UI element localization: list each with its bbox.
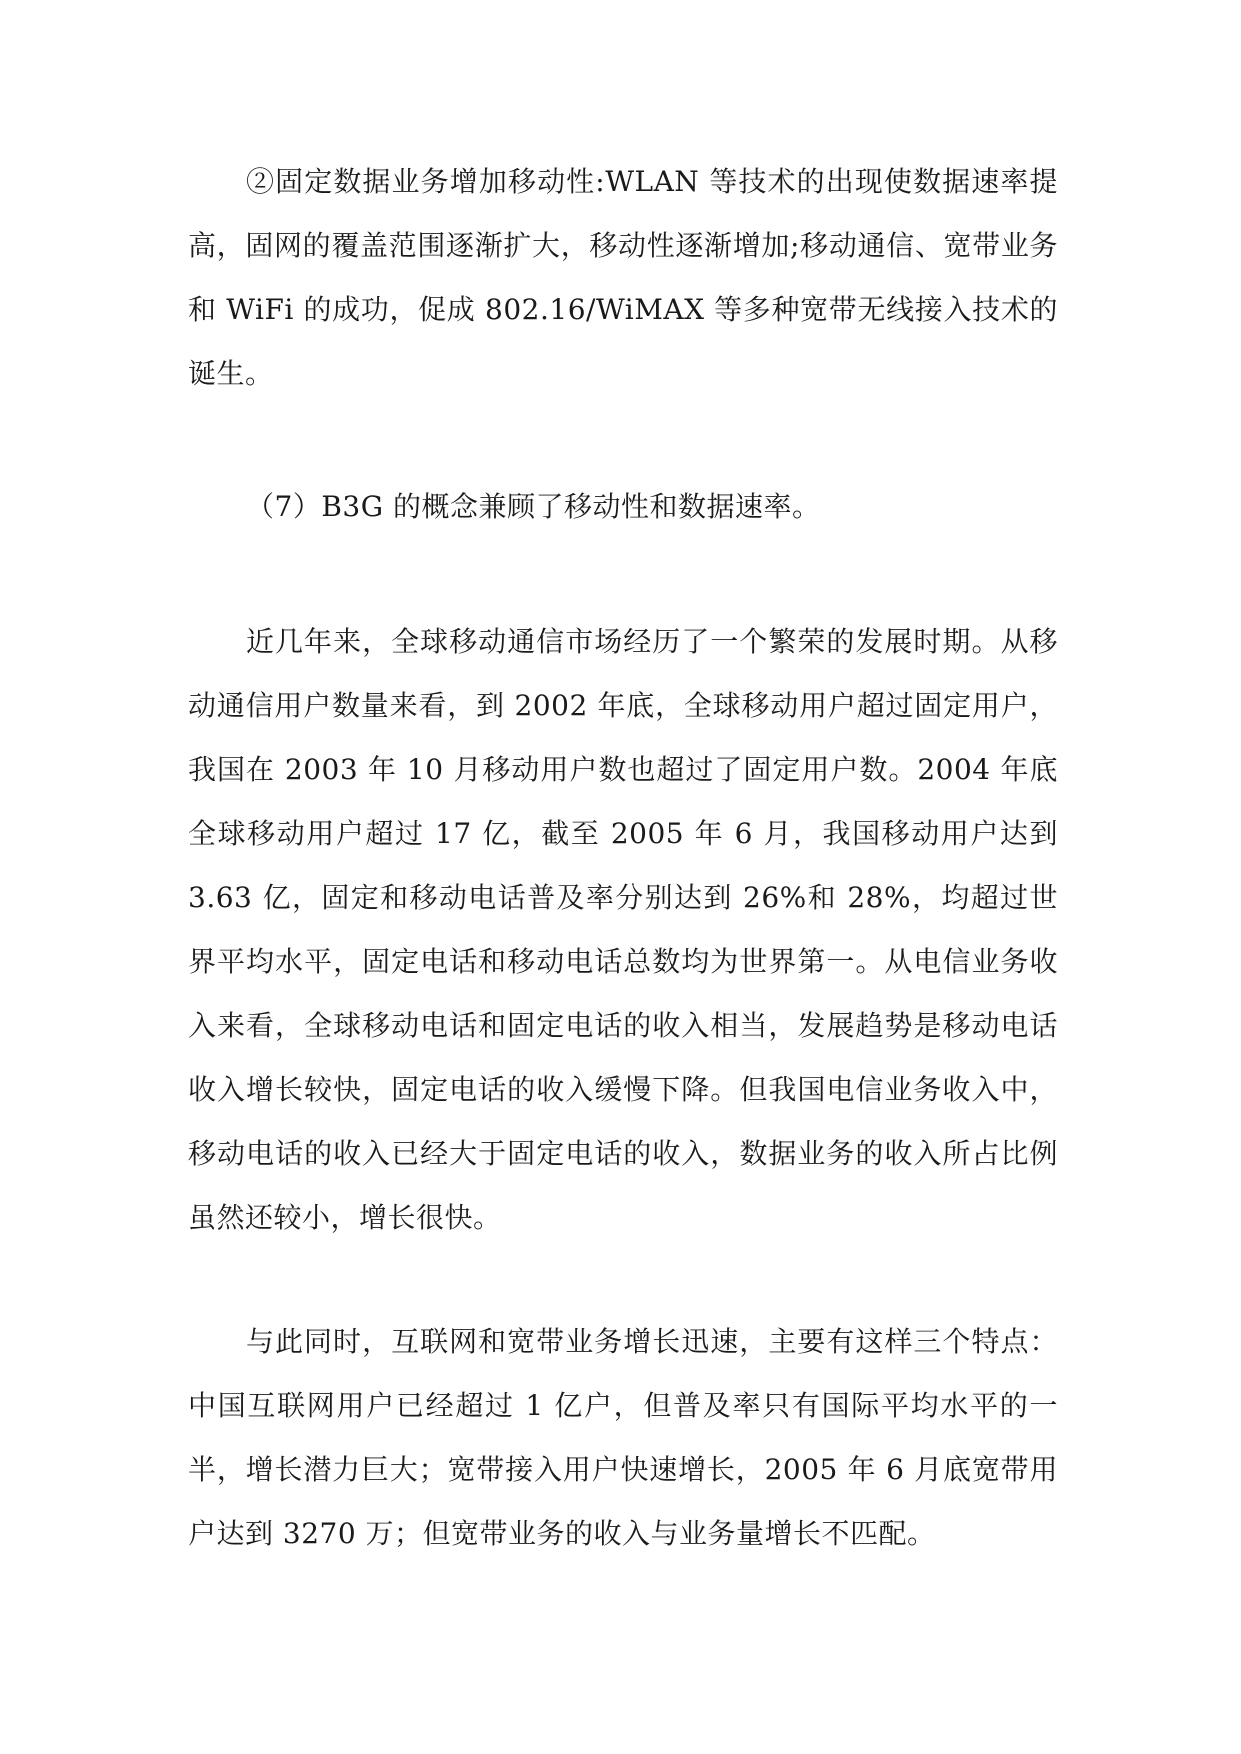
paragraph-internet-broadband: 与此同时，互联网和宽带业务增长迅速，主要有这样三个特点：中国互联网用户已经超过 1 亿户，但普及率只有国际平均水平的一半，增长潜力巨大；宽带接入用户快速增长，2005 年 6 月底宽带用户达到 3270 万；但宽带业务的收入与业务量增长不匹配。 xyxy=(188,1325,1058,1550)
paragraph-mobile-market: 近几年来，全球移动通信市场经历了一个繁荣的发展时期。从移动通信用户数量来看，到 2002 年底，全球移动用户超过固定用户，我国在 2003 年 10 月移动用户数也超过了固定用户数。2004 年底全球移动用户超过 17 亿，截至 2005 年 6 月，我国移动用户达到 3.63 亿，固定和移动电话普及率分别达到 26%和 28%，均超过世界平均水平，固定电话和移动电话总数均为世界第一。从电信业务收入来看，全球移动电话和固定电话的收入相当，发展趋势是移动电话收入增长较快，固定电话的收入缓慢下降。但我国电信业务收入中，移动电话的收入已经大于固定电话的收入，数据业务的收入所占比例虽然还较小，增长很快。 xyxy=(188,625,1058,1234)
paragraph-b3g-concept: （7）B3G 的概念兼顾了移动性和数据速率。 xyxy=(246,490,821,523)
paragraph-fixed-data-mobility: ②固定数据业务增加移动性:WLAN 等技术的出现使数据速率提高，固网的覆盖范围逐渐扩大，移动性逐渐增加;移动通信、宽带业务和 WiFi 的成功，促成 802.16/WiMAX 等多种宽带无线接入技术的诞生。 xyxy=(188,165,1058,390)
